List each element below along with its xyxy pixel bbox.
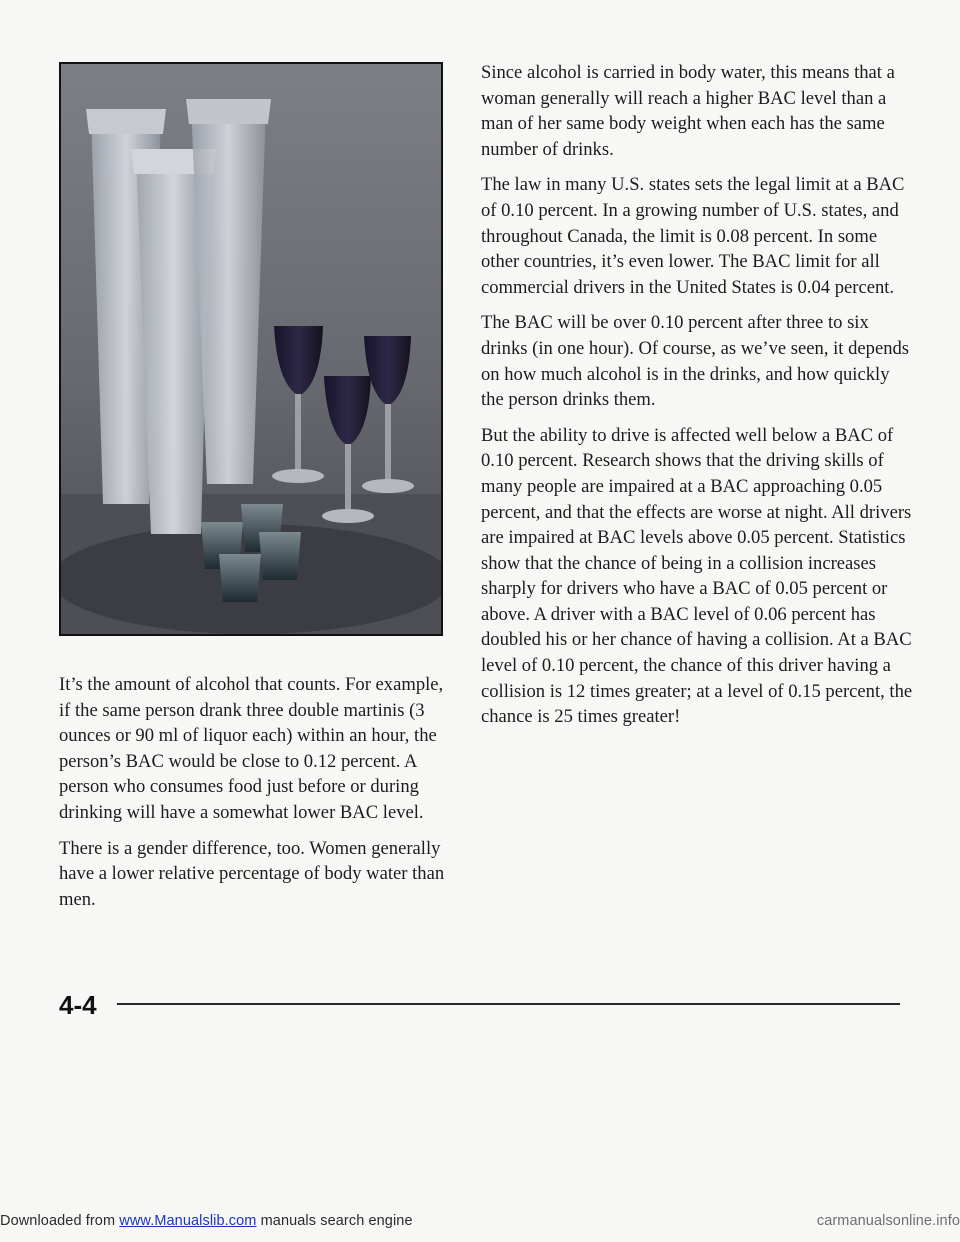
paragraph: The BAC will be over 0.10 percent after three to six drinks (in one hour). Of course, as we’ve seen, it depends on how much alcohol is in the drinks, and how quickly the person drinks them. [481, 312, 910, 411]
paragraph: There is a gender difference, too. Women generally have a lower relative percentage of body water than men. [59, 837, 445, 910]
paragraph: Since alcohol is carried in body water, this means that a woman generally will reach a higher BAC level than a man of her same body weight when each has the same number of drinks. [481, 62, 895, 160]
paragraph: But the ability to drive is affected well below a BAC of 0.10 percent. Research shows that the driving skills of many people are impaired at a BAC approaching 0.05 percent, and that the effects are worse at night. All drivers are impaired at BAC levels above 0.05 percent. Statistics show that the chance of being in a collision increases sharply for drivers who have a BAC of 0.05 percent or above. A driver with a BAC level of 0.06 percent has doubled his or her chance of having a collision. At a BAC level of 0.10 percent, the chance of this driver having a collision is 12 times greater; at a level of 0.15 percent, the chance is 25 times greater! [481, 424, 913, 728]
left-column-text [59, 672, 459, 922]
footer-prefix: Downloaded from [0, 1213, 120, 1229]
download-footer [0, 1213, 960, 1229]
page-number: 4-4 [59, 990, 97, 1020]
drinks-photo [59, 62, 443, 636]
paragraph: The law in many U.S. states sets the legal limit at a BAC of 0.10 percent. In a growing number of U.S. states, and throughout Canada, the limit is 0.08 percent. In some other countries, it’s even lower. The BAC limit for all commercial drivers in the United States is 0.04 percent. [481, 174, 905, 298]
footer-rule [117, 1003, 900, 1005]
manualslib-link[interactable]: www.Manualslib.com [119, 1213, 257, 1229]
drinks-illustration [61, 64, 441, 634]
paragraph: It’s the amount of alcohol that counts. For example, if the same person drank three double martinis (3 ounces or 90 ml of liquor each) within an hour, the person’s BAC would be close to 0.12 percent. A person who consumes food just before or during drinking will have a somewhat lower BAC level. [59, 674, 444, 823]
carmanualsonline-watermark: carmanualsonline.info [816, 1213, 960, 1229]
right-column-text [481, 60, 913, 740]
footer-suffix: manuals search engine [256, 1213, 413, 1229]
